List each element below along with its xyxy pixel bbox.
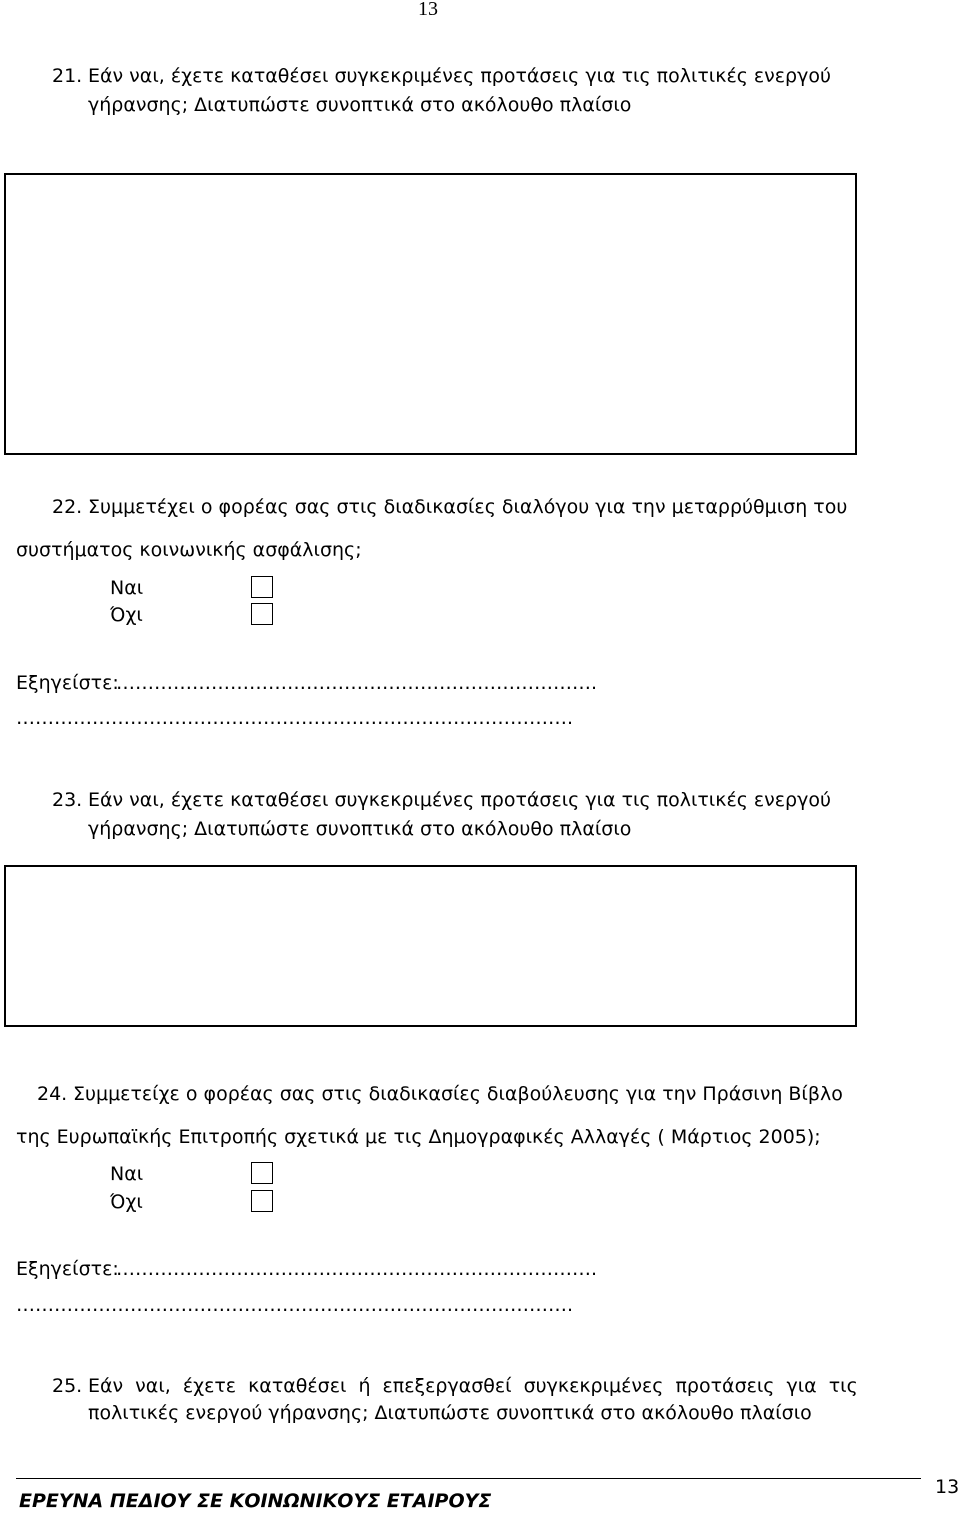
question-24-text-line1: Συμμετείχε ο φορέας σας στις διαδικασίες διαβούλευσης για την Πράσινη Βίβλο <box>73 1083 843 1105</box>
question-23-text-line1: Εάν ναι, έχετε καταθέσει συγκεκριμένες προτάσεις για τις πολιτικές ενεργού <box>88 789 831 811</box>
footer-rule <box>16 1478 921 1479</box>
q24-no-checkbox[interactable] <box>251 1190 273 1212</box>
q24-yes-checkbox[interactable] <box>251 1162 273 1184</box>
question-23-text-line2: γήρανσης; Διατυπώστε συνοπτικά στο ακόλουθο πλαίσιο <box>88 818 632 840</box>
question-24-number: 24. <box>37 1083 68 1105</box>
q22-option-no-label: Όχι <box>110 604 143 626</box>
question-22-text-line2: συστήματος κοινωνικής ασφάλισης; <box>16 539 362 561</box>
question-25-text-line2: πολιτικές ενεργού γήρανσης; Διατυπώστε συνοπτικά στο ακόλουθο πλαίσιο <box>88 1402 812 1424</box>
question-22-number: 22. <box>52 496 83 518</box>
q24-option-yes-label: Ναι <box>110 1163 144 1185</box>
question-21-number: 21. <box>52 65 83 87</box>
q22-option-yes-label: Ναι <box>110 577 144 599</box>
footer-title: ΕΡΕΥΝΑ ΠΕΔΙΟΥ ΣΕ ΚΟΙΝΩΝΙΚΟΥΣ ΕΤΑΙΡΟΥΣ <box>19 1490 492 1512</box>
question-23-number: 23. <box>52 789 83 811</box>
question-24-text-line2: της Ευρωπαϊκής Επιτροπής σχετικά με τις Δημογραφικές Αλλαγές ( Μάρτιος 2005); <box>16 1126 821 1148</box>
q24-option-no-label: Όχι <box>110 1191 143 1213</box>
question-25-number: 25. <box>52 1375 83 1397</box>
q22-explain-dots-line2[interactable]: ……………………………………………………………………………. <box>16 707 574 729</box>
question-22-text-line1: Συμμετέχει ο φορέας σας στις διαδικασίες διαλόγου για την μεταρρύθμιση του <box>88 496 848 518</box>
q24-explain-dots-line1[interactable]: …………………………………………………………………. <box>116 1258 598 1280</box>
question-25-text-line1: Εάν ναι, έχετε καταθέσει ή επεξεργασθεί συγκεκριμένες προτάσεις για τις <box>88 1375 858 1397</box>
answer-box-21[interactable] <box>4 173 857 455</box>
page-number-top: 13 <box>418 0 438 20</box>
q22-explain-label: Εξηγείστε: <box>16 672 119 694</box>
answer-box-23[interactable] <box>4 865 857 1027</box>
q24-explain-dots-line2[interactable]: ……………………………………………………………………………. <box>16 1294 574 1316</box>
question-21-text-line2: γήρανσης; Διατυπώστε συνοπτικά στο ακόλουθο πλαίσιο <box>88 94 632 116</box>
q22-explain-dots-line1[interactable]: …………………………………………………………………. <box>116 672 598 694</box>
footer-page-number: 13 <box>935 1476 960 1498</box>
q22-no-checkbox[interactable] <box>251 603 273 625</box>
q22-yes-checkbox[interactable] <box>251 576 273 598</box>
q24-explain-label: Εξηγείστε: <box>16 1258 119 1280</box>
question-21-text-line1: Εάν ναι, έχετε καταθέσει συγκεκριμένες προτάσεις για τις πολιτικές ενεργού <box>88 65 831 87</box>
